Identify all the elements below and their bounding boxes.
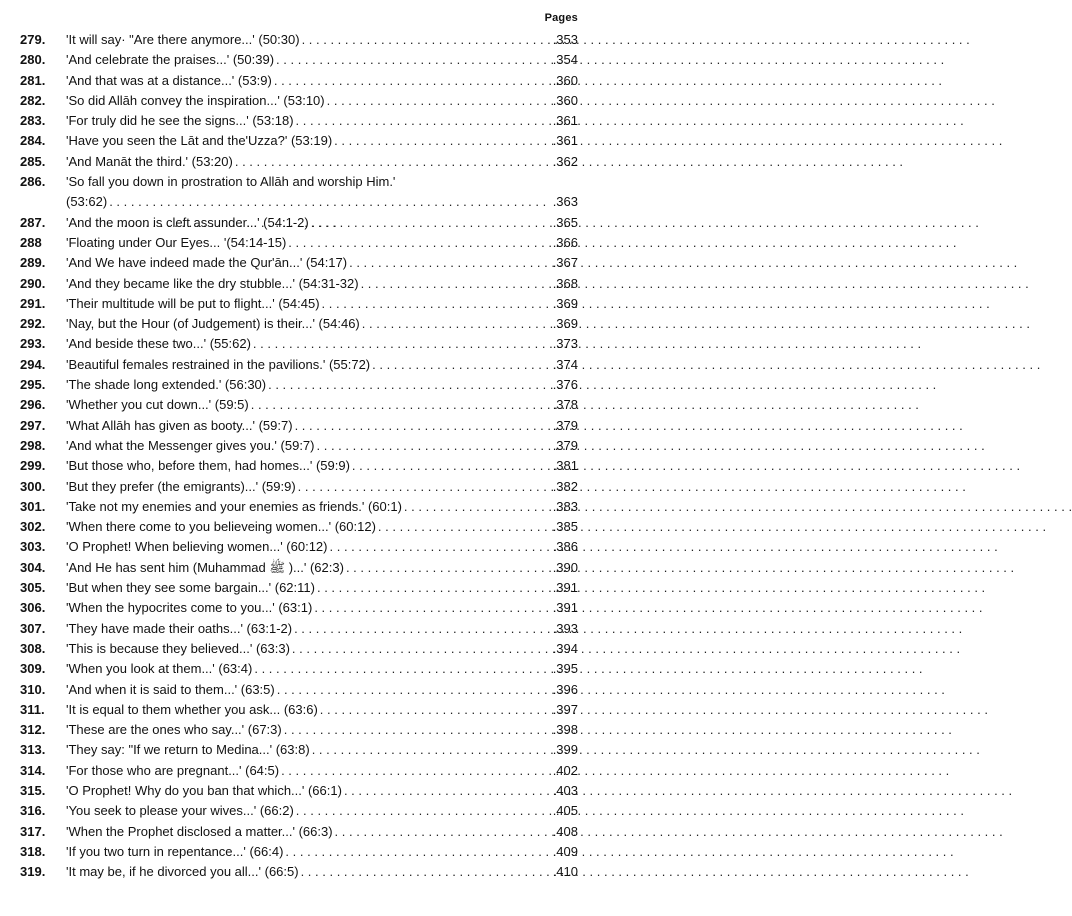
dot-leader bbox=[362, 314, 550, 334]
entry-title: 'For those who are pregnant...' (64:5) bbox=[66, 762, 280, 778]
toc-entry bbox=[20, 253, 578, 273]
entry-number: 286. bbox=[20, 174, 46, 190]
toc-entry bbox=[20, 375, 578, 395]
toc-entry bbox=[20, 720, 578, 740]
entry-title: 'When the Prophet disclosed a matter...' (66:3) bbox=[66, 823, 333, 839]
dot-leader bbox=[301, 862, 550, 882]
entry-title: 'But they prefer (the emigrants)...' (59:9) bbox=[66, 478, 296, 494]
toc-entry bbox=[20, 477, 578, 497]
entry-title: 'This is because they believed...' (63:3) bbox=[66, 640, 290, 656]
entry-page-number: .361 bbox=[552, 133, 578, 149]
entry-page-number: .391 bbox=[552, 580, 578, 596]
toc-entry bbox=[20, 781, 578, 801]
dot-leader bbox=[312, 740, 550, 760]
entry-number: 282. bbox=[20, 92, 46, 108]
entry-page-number: .405 bbox=[552, 803, 578, 819]
entry-number: 304. bbox=[20, 559, 46, 575]
entry-title: 'Nay, but the Hour (of Judgement) is their...' (54:46) bbox=[66, 316, 360, 332]
entry-number: 318. bbox=[20, 843, 46, 859]
entry-number: 294. bbox=[20, 356, 46, 372]
entry-number: 315. bbox=[20, 782, 46, 798]
entry-title: 'And Manāt the third.' (53:20) bbox=[66, 153, 233, 169]
dot-leader bbox=[298, 477, 550, 497]
entry-title: 'O Prophet! When believing women...' (60:12) bbox=[66, 539, 328, 555]
entry-page-number: .369 bbox=[552, 295, 578, 311]
entry-number: 300. bbox=[20, 478, 46, 494]
dot-leader bbox=[251, 395, 550, 415]
toc-entry bbox=[20, 334, 578, 354]
toc-entry bbox=[20, 578, 578, 598]
dot-leader bbox=[320, 700, 550, 720]
entry-number: 283. bbox=[20, 113, 46, 129]
dot-leader bbox=[335, 822, 550, 842]
dot-leader bbox=[268, 375, 550, 395]
entry-title: 'If you two turn in repentance...' (66:4) bbox=[66, 843, 284, 859]
entry-title: 'Beautiful females restrained in the pavilions.' (55:72) bbox=[66, 356, 371, 372]
dot-leader bbox=[361, 274, 550, 294]
entry-page-number: .354 bbox=[552, 52, 578, 68]
toc-entry bbox=[20, 558, 578, 578]
entry-number: 311. bbox=[20, 701, 45, 717]
entry-title: 'And when it is said to them...' (63:5) bbox=[66, 681, 275, 697]
entry-number: 280. bbox=[20, 52, 46, 68]
toc-entry bbox=[20, 680, 578, 700]
entry-page-number: .353 bbox=[552, 32, 578, 47]
entry-number: 291. bbox=[20, 295, 46, 311]
entry-number: 319. bbox=[20, 864, 46, 880]
entry-number: 299. bbox=[20, 458, 46, 474]
toc-entry bbox=[20, 131, 578, 151]
toc-entry bbox=[20, 314, 578, 334]
entry-title: 'And We have indeed made the Qur'ān...' (54:17) bbox=[66, 255, 348, 271]
dot-leader bbox=[334, 131, 550, 151]
entry-page-number: .399 bbox=[552, 742, 578, 758]
entry-title: 'When there come to you believeing women...' (60:12) bbox=[66, 519, 376, 535]
entry-title: 'So fall you down in prostration to Allāh and worship Him.' bbox=[66, 174, 396, 190]
dot-leader bbox=[295, 416, 550, 436]
entry-page-number: .386 bbox=[552, 539, 578, 555]
entry-page-number: .376 bbox=[552, 377, 578, 393]
dot-leader bbox=[281, 761, 550, 781]
toc-entry bbox=[20, 233, 578, 253]
toc-entry bbox=[20, 801, 578, 821]
entry-title: 'Floating under Our Eyes... '(54:14-15) bbox=[66, 234, 287, 250]
toc-entry bbox=[20, 619, 578, 639]
dot-leader bbox=[352, 456, 550, 476]
dot-leader bbox=[314, 598, 550, 618]
entry-number: 279. bbox=[20, 32, 46, 47]
entry-number: 316. bbox=[20, 803, 46, 819]
entry-title: 'And the moon is cleft assunder...' (54:1-2) bbox=[66, 214, 309, 230]
entry-number: 281. bbox=[20, 72, 46, 88]
entry-page-number: .408 bbox=[552, 823, 578, 839]
dot-leader bbox=[322, 294, 550, 314]
entry-page-number: .379 bbox=[552, 437, 578, 453]
toc-entry bbox=[20, 537, 578, 557]
entry-page-number: .397 bbox=[552, 701, 578, 717]
entry-title: 'It may be, if he divorced you all...' (66:5) bbox=[66, 864, 299, 880]
entry-title: 'And beside these two...' (55:62) bbox=[66, 336, 251, 352]
entry-number: 314. bbox=[20, 762, 46, 778]
toc-entry bbox=[20, 416, 578, 436]
toc-entry bbox=[20, 152, 578, 172]
entry-page-number: .383 bbox=[552, 498, 578, 514]
entry-page-number: .369 bbox=[552, 316, 578, 332]
entry-title: 'It is equal to them whether you ask... (63:6) bbox=[66, 701, 318, 717]
entry-number: 288 bbox=[20, 234, 42, 250]
dot-leader bbox=[317, 436, 551, 456]
entry-title: 'When the hypocrites come to you...' (63:1) bbox=[66, 600, 313, 616]
toc-entry bbox=[20, 436, 578, 456]
entry-number: 303. bbox=[20, 539, 46, 555]
entry-title: 'O Prophet! Why do you ban that which...' (66:1) bbox=[66, 782, 342, 798]
entry-number: 317. bbox=[20, 823, 46, 839]
entry-number: 292. bbox=[20, 316, 46, 332]
dot-leader bbox=[254, 659, 550, 679]
entry-page-number: .393 bbox=[552, 620, 578, 636]
toc-entry bbox=[20, 172, 578, 213]
dot-leader bbox=[378, 517, 550, 537]
entry-number: 285. bbox=[20, 153, 46, 169]
entry-number: 310. bbox=[20, 681, 46, 697]
entry-page-number: .391 bbox=[552, 600, 578, 616]
entry-page-number: .363 bbox=[552, 194, 578, 210]
entry-number: 302. bbox=[20, 519, 46, 535]
entry-page-number: .394 bbox=[552, 640, 578, 656]
entry-title: 'It will say· "Are there anymore...' (50:30) bbox=[66, 32, 300, 47]
entry-number: 305. bbox=[20, 580, 46, 596]
entry-page-number: .368 bbox=[552, 275, 578, 291]
toc-entry bbox=[20, 294, 578, 314]
entry-page-number: .398 bbox=[552, 722, 578, 738]
entry-title-continuation: (53:62) bbox=[66, 194, 108, 210]
entry-number: 301. bbox=[20, 498, 46, 514]
toc-entry bbox=[20, 213, 578, 233]
entry-page-number: .373 bbox=[552, 336, 578, 352]
entry-number: 284. bbox=[20, 133, 46, 149]
toc-entry bbox=[20, 274, 578, 294]
entry-page-number: .390 bbox=[552, 559, 578, 575]
dot-leader bbox=[276, 50, 550, 70]
toc-entry bbox=[20, 761, 578, 781]
entry-page-number: .379 bbox=[552, 417, 578, 433]
dot-leader bbox=[288, 233, 550, 253]
entry-page-number: .409 bbox=[552, 843, 578, 859]
entry-page-number: .395 bbox=[552, 661, 578, 677]
entry-title: 'They have made their oaths...' (63:1-2) bbox=[66, 620, 293, 636]
toc-entry bbox=[20, 91, 578, 111]
entry-page-number: .365 bbox=[552, 214, 578, 230]
toc-entry bbox=[20, 395, 578, 415]
dot-leader bbox=[274, 71, 550, 91]
dot-leader bbox=[344, 781, 550, 801]
dot-leader bbox=[311, 213, 550, 233]
entry-page-number: .410 bbox=[552, 864, 578, 880]
entry-title: 'Take not my enemies and your enemies as friends.' (60:1) bbox=[66, 498, 402, 514]
dot-leader bbox=[302, 30, 550, 50]
entry-number: 309. bbox=[20, 661, 46, 677]
entry-page-number: .396 bbox=[552, 681, 578, 697]
entry-title: 'But when they see some bargain...' (62:11) bbox=[66, 580, 315, 596]
entry-title: 'What Allāh has given as booty...' (59:7) bbox=[66, 417, 293, 433]
toc-entry bbox=[20, 517, 578, 537]
toc-entry bbox=[20, 111, 578, 131]
entry-number: 298. bbox=[20, 437, 46, 453]
toc-entry bbox=[20, 862, 578, 882]
entry-number: 289. bbox=[20, 255, 46, 271]
dot-leader bbox=[317, 578, 550, 598]
entry-title: 'So did Allāh convey the inspiration...' (53:10) bbox=[66, 92, 325, 108]
entry-number: 295. bbox=[20, 377, 46, 393]
dot-leader bbox=[327, 91, 550, 111]
dot-leader bbox=[277, 680, 550, 700]
entry-number: 306. bbox=[20, 600, 46, 616]
entry-page-number: .360 bbox=[552, 72, 578, 88]
entry-number: 313. bbox=[20, 742, 46, 758]
dot-leader bbox=[296, 111, 550, 131]
entry-number: 296. bbox=[20, 397, 46, 413]
entry-number: 312. bbox=[20, 722, 46, 738]
table-of-contents bbox=[20, 30, 578, 882]
dot-leader bbox=[235, 152, 550, 172]
entry-page-number: .367 bbox=[552, 255, 578, 271]
entry-title: 'Have you seen the Lāt and the'Uzza?' (53:19) bbox=[66, 133, 333, 149]
entry-page-number: .360 bbox=[552, 92, 578, 108]
dot-leader bbox=[294, 619, 550, 639]
entry-title: 'And He has sent him (Muhammad ﷺ )...' (62:3) bbox=[66, 559, 344, 575]
dot-leader bbox=[285, 842, 550, 862]
dot-leader bbox=[253, 334, 550, 354]
entry-number: 308. bbox=[20, 640, 46, 656]
entry-title: 'But those who, before them, had homes...' (59:9) bbox=[66, 458, 350, 474]
toc-entry bbox=[20, 740, 578, 760]
dot-leader bbox=[284, 720, 550, 740]
toc-entry bbox=[20, 50, 578, 70]
toc-entry bbox=[20, 30, 578, 50]
entry-title: 'These are the ones who say...' (67:3) bbox=[66, 722, 282, 738]
entry-page-number: .382 bbox=[552, 478, 578, 494]
entry-page-number: .378 bbox=[552, 397, 578, 413]
pages-column-heading: Pages bbox=[544, 12, 578, 24]
toc-entry bbox=[20, 71, 578, 91]
entry-page-number: .381 bbox=[552, 458, 578, 474]
dot-leader bbox=[349, 253, 550, 273]
entry-number: 307. bbox=[20, 620, 46, 636]
entry-title: 'Their multitude will be put to flight...' (54:45) bbox=[66, 295, 320, 311]
toc-entry bbox=[20, 822, 578, 842]
entry-page-number: .362 bbox=[552, 153, 578, 169]
toc-entry bbox=[20, 659, 578, 679]
dot-leader bbox=[330, 537, 551, 557]
entry-title: 'The shade long extended.' (56:30) bbox=[66, 377, 267, 393]
entry-title: 'You seek to please your wives...' (66:2) bbox=[66, 803, 294, 819]
entry-page-number: .385 bbox=[552, 519, 578, 535]
entry-title: 'Whether you cut down...' (59:5) bbox=[66, 397, 249, 413]
dot-leader bbox=[346, 558, 550, 578]
entry-number: 293. bbox=[20, 336, 46, 352]
entry-page-number: .403 bbox=[552, 782, 578, 798]
toc-entry bbox=[20, 842, 578, 862]
entry-page-number: .402 bbox=[552, 762, 578, 778]
toc-entry bbox=[20, 700, 578, 720]
dot-leader bbox=[372, 355, 550, 375]
entry-number: 297. bbox=[20, 417, 46, 433]
entry-title: 'They say: "If we return to Medina...' (63:8) bbox=[66, 742, 310, 758]
dot-leader bbox=[292, 639, 550, 659]
entry-title: 'And what the Messenger gives you.' (59:7) bbox=[66, 437, 315, 453]
toc-entry bbox=[20, 598, 578, 618]
entry-title: 'And celebrate the praises...' (50:39) bbox=[66, 52, 275, 68]
toc-entry bbox=[20, 355, 578, 375]
entry-title: 'When you look at them...' (63:4) bbox=[66, 661, 253, 677]
toc-entry bbox=[20, 497, 578, 517]
toc-entry bbox=[20, 639, 578, 659]
dot-leader bbox=[296, 801, 550, 821]
entry-number: 287. bbox=[20, 214, 46, 230]
entry-title: 'And they became like the dry stubble...' (54:31-32) bbox=[66, 275, 359, 291]
entry-number: 290. bbox=[20, 275, 46, 291]
entry-title: 'For truly did he see the signs...' (53:18) bbox=[66, 113, 294, 129]
dot-leader bbox=[404, 497, 550, 517]
toc-entry bbox=[20, 456, 578, 476]
entry-page-number: .374 bbox=[552, 356, 578, 372]
entry-page-number: .361 bbox=[552, 113, 578, 129]
entry-page-number: .366 bbox=[552, 234, 578, 250]
entry-title: 'And that was at a distance...' (53:9) bbox=[66, 72, 272, 88]
